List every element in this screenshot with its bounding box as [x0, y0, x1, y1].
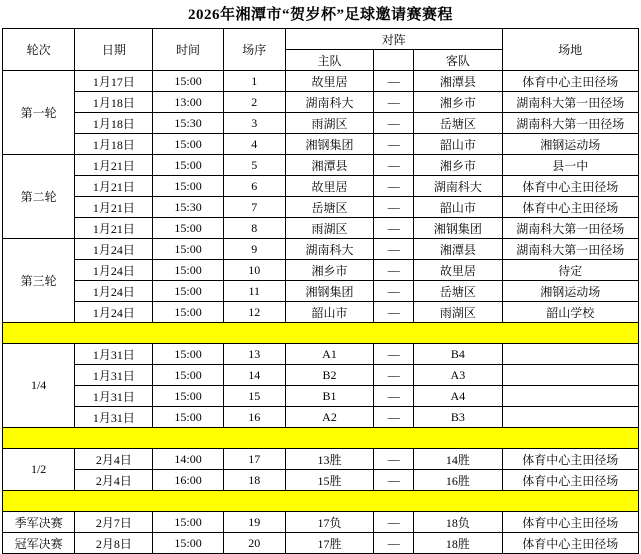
cell-date: 1月21日: [75, 155, 153, 176]
cell-home: B2: [285, 365, 373, 386]
cell-vs: —: [374, 281, 414, 302]
cell-vs: —: [374, 365, 414, 386]
cell-order: 17: [223, 449, 285, 470]
cell-time: 15:00: [153, 71, 223, 92]
cell-away: 湘钢集团: [414, 218, 502, 239]
cell-date: 1月17日: [75, 71, 153, 92]
round-cell: 第三轮: [3, 239, 75, 323]
cell-vs: —: [374, 155, 414, 176]
cell-home: 雨湖区: [285, 218, 373, 239]
cell-venue: 湖南科大第一田径场: [502, 239, 638, 260]
table-row: [3, 92, 639, 113]
round-cell: 第二轮: [3, 155, 75, 239]
cell-time: 15:00: [153, 176, 223, 197]
table-row: [3, 449, 639, 470]
cell-venue: 待定: [502, 260, 638, 281]
table-row: [3, 512, 639, 533]
cell-time: 15:00: [153, 134, 223, 155]
cell-venue: 体育中心主田径场: [502, 449, 638, 470]
header-home: 主队: [285, 50, 373, 71]
cell-away: 湘乡市: [414, 155, 502, 176]
cell-time: 15:00: [153, 218, 223, 239]
header-matchup: 对阵: [285, 29, 502, 50]
cell-order: 18: [223, 470, 285, 491]
cell-order: 20: [223, 533, 285, 554]
header-away: 客队: [414, 50, 502, 71]
cell-away: 湘潭县: [414, 239, 502, 260]
page-title: 2026年湘潭市“贺岁杯”足球邀请赛赛程: [187, 7, 453, 23]
header-date: 日期: [75, 29, 153, 71]
round-cell: 季军决赛: [3, 512, 75, 533]
cell-vs: —: [374, 134, 414, 155]
cell-date: 2月8日: [75, 533, 153, 554]
table-header: [3, 29, 639, 71]
cell-venue: 湖南科大第一田径场: [502, 92, 638, 113]
cell-away: 韶山市: [414, 197, 502, 218]
table-row: [3, 344, 639, 365]
round-cell: 1/2: [3, 449, 75, 491]
cell-time: 15:00: [153, 239, 223, 260]
table-row: [3, 176, 639, 197]
cell-date: 1月31日: [75, 386, 153, 407]
cell-time: 15:00: [153, 344, 223, 365]
cell-away: 18负: [414, 512, 502, 533]
cell-time: 13:00: [153, 92, 223, 113]
cell-date: 1月21日: [75, 176, 153, 197]
header-row-1: [3, 29, 639, 50]
header-order: 场序: [223, 29, 285, 71]
cell-time: 15:30: [153, 113, 223, 134]
cell-away: 湘乡市: [414, 92, 502, 113]
cell-vs: —: [374, 344, 414, 365]
table-row: [3, 281, 639, 302]
cell-date: 1月31日: [75, 365, 153, 386]
table-row: [3, 197, 639, 218]
cell-venue: 湘钢运动场: [502, 281, 638, 302]
cell-away: 岳塘区: [414, 281, 502, 302]
cell-time: 15:00: [153, 512, 223, 533]
spacer-cell: [3, 323, 639, 344]
spacer-cell: [3, 491, 639, 512]
cell-order: 12: [223, 302, 285, 323]
cell-home: A1: [285, 344, 373, 365]
cell-date: 1月31日: [75, 407, 153, 428]
cell-vs: —: [374, 218, 414, 239]
spacer-row: [3, 491, 639, 512]
cell-home: 17胜: [285, 533, 373, 554]
cell-time: 15:00: [153, 260, 223, 281]
cell-time: 15:00: [153, 302, 223, 323]
cell-date: 1月21日: [75, 218, 153, 239]
cell-date: 1月24日: [75, 239, 153, 260]
table-row: [3, 260, 639, 281]
cell-venue: 体育中心主田径场: [502, 533, 638, 554]
cell-away: 韶山市: [414, 134, 502, 155]
cell-order: 6: [223, 176, 285, 197]
cell-venue: 体育中心主田径场: [502, 176, 638, 197]
table-row: [3, 386, 639, 407]
cell-order: 5: [223, 155, 285, 176]
spacer-row: [3, 428, 639, 449]
cell-home: 故里居: [285, 176, 373, 197]
cell-vs: —: [374, 176, 414, 197]
cell-home: 湘潭县: [285, 155, 373, 176]
cell-away: A4: [414, 386, 502, 407]
cell-time: 15:00: [153, 386, 223, 407]
table-row: [3, 239, 639, 260]
cell-time: 15:00: [153, 281, 223, 302]
cell-venue: [502, 386, 638, 407]
table-row: [3, 470, 639, 491]
cell-order: 7: [223, 197, 285, 218]
cell-home: 湖南科大: [285, 92, 373, 113]
table-row: [3, 155, 639, 176]
cell-away: 14胜: [414, 449, 502, 470]
cell-order: 3: [223, 113, 285, 134]
cell-order: 10: [223, 260, 285, 281]
cell-order: 1: [223, 71, 285, 92]
cell-home: 故里居: [285, 71, 373, 92]
cell-home: 15胜: [285, 470, 373, 491]
cell-away: A3: [414, 365, 502, 386]
cell-time: 15:00: [153, 533, 223, 554]
cell-vs: —: [374, 512, 414, 533]
cell-away: B4: [414, 344, 502, 365]
cell-date: 1月21日: [75, 197, 153, 218]
cell-away: B3: [414, 407, 502, 428]
round-cell: 1/4: [3, 344, 75, 428]
cell-vs: —: [374, 113, 414, 134]
cell-vs: —: [374, 386, 414, 407]
cell-venue: 韶山学校: [502, 302, 638, 323]
cell-venue: 体育中心主田径场: [502, 197, 638, 218]
schedule-table: [2, 28, 639, 554]
cell-date: 2月4日: [75, 470, 153, 491]
table-row: [3, 113, 639, 134]
cell-order: 4: [223, 134, 285, 155]
cell-date: 1月18日: [75, 92, 153, 113]
cell-date: 1月31日: [75, 344, 153, 365]
cell-date: 1月18日: [75, 134, 153, 155]
cell-venue: 湘钢运动场: [502, 134, 638, 155]
spacer-cell: [3, 428, 639, 449]
table-row: [3, 365, 639, 386]
cell-order: 19: [223, 512, 285, 533]
cell-venue: 体育中心主田径场: [502, 71, 638, 92]
cell-order: 9: [223, 239, 285, 260]
cell-time: 15:30: [153, 197, 223, 218]
cell-time: 16:00: [153, 470, 223, 491]
cell-vs: —: [374, 407, 414, 428]
cell-away: 湖南科大: [414, 176, 502, 197]
table-body: [3, 71, 639, 554]
cell-order: 15: [223, 386, 285, 407]
cell-home: 13胜: [285, 449, 373, 470]
cell-order: 16: [223, 407, 285, 428]
cell-order: 14: [223, 365, 285, 386]
cell-away: 雨湖区: [414, 302, 502, 323]
cell-time: 14:00: [153, 449, 223, 470]
cell-vs: —: [374, 71, 414, 92]
cell-date: 1月24日: [75, 302, 153, 323]
cell-away: 18胜: [414, 533, 502, 554]
cell-home: A2: [285, 407, 373, 428]
table-row: [3, 407, 639, 428]
spacer-row: [3, 323, 639, 344]
cell-vs: —: [374, 302, 414, 323]
cell-date: 1月18日: [75, 113, 153, 134]
cell-date: 2月4日: [75, 449, 153, 470]
cell-venue: [502, 344, 638, 365]
table-row: [3, 302, 639, 323]
cell-order: 2: [223, 92, 285, 113]
header-vs: [374, 50, 414, 71]
cell-venue: 体育中心主田径场: [502, 470, 638, 491]
round-cell: 冠军决赛: [3, 533, 75, 554]
cell-home: 岳塘区: [285, 197, 373, 218]
cell-venue: [502, 365, 638, 386]
cell-vs: —: [374, 260, 414, 281]
cell-venue: [502, 407, 638, 428]
cell-order: 11: [223, 281, 285, 302]
cell-home: 湘钢集团: [285, 281, 373, 302]
cell-away: 岳塘区: [414, 113, 502, 134]
cell-home: 雨湖区: [285, 113, 373, 134]
header-time: 时间: [153, 29, 223, 71]
cell-home: 湖南科大: [285, 239, 373, 260]
cell-vs: —: [374, 470, 414, 491]
cell-order: 13: [223, 344, 285, 365]
cell-venue: 湖南科大第一田径场: [502, 113, 638, 134]
cell-vs: —: [374, 92, 414, 113]
cell-away: 16胜: [414, 470, 502, 491]
cell-away: 故里居: [414, 260, 502, 281]
cell-vs: —: [374, 197, 414, 218]
table-row: [3, 533, 639, 554]
cell-vs: —: [374, 449, 414, 470]
table-row: [3, 134, 639, 155]
cell-home: 韶山市: [285, 302, 373, 323]
cell-vs: —: [374, 239, 414, 260]
table-row: [3, 71, 639, 92]
cell-vs: —: [374, 533, 414, 554]
header-round: 轮次: [3, 29, 75, 71]
cell-venue: 县一中: [502, 155, 638, 176]
cell-time: 15:00: [153, 365, 223, 386]
cell-away: 湘潭县: [414, 71, 502, 92]
cell-date: 2月7日: [75, 512, 153, 533]
cell-order: 8: [223, 218, 285, 239]
cell-home: 湘钢集团: [285, 134, 373, 155]
cell-time: 15:00: [153, 407, 223, 428]
table-row: [3, 218, 639, 239]
cell-home: 17负: [285, 512, 373, 533]
cell-home: 湘乡市: [285, 260, 373, 281]
cell-venue: 体育中心主田径场: [502, 512, 638, 533]
cell-venue: 湖南科大第一田径场: [502, 218, 638, 239]
round-cell: 第一轮: [3, 71, 75, 155]
cell-home: B1: [285, 386, 373, 407]
header-venue: 场地: [502, 29, 638, 71]
cell-date: 1月24日: [75, 260, 153, 281]
cell-date: 1月24日: [75, 281, 153, 302]
cell-time: 15:00: [153, 155, 223, 176]
